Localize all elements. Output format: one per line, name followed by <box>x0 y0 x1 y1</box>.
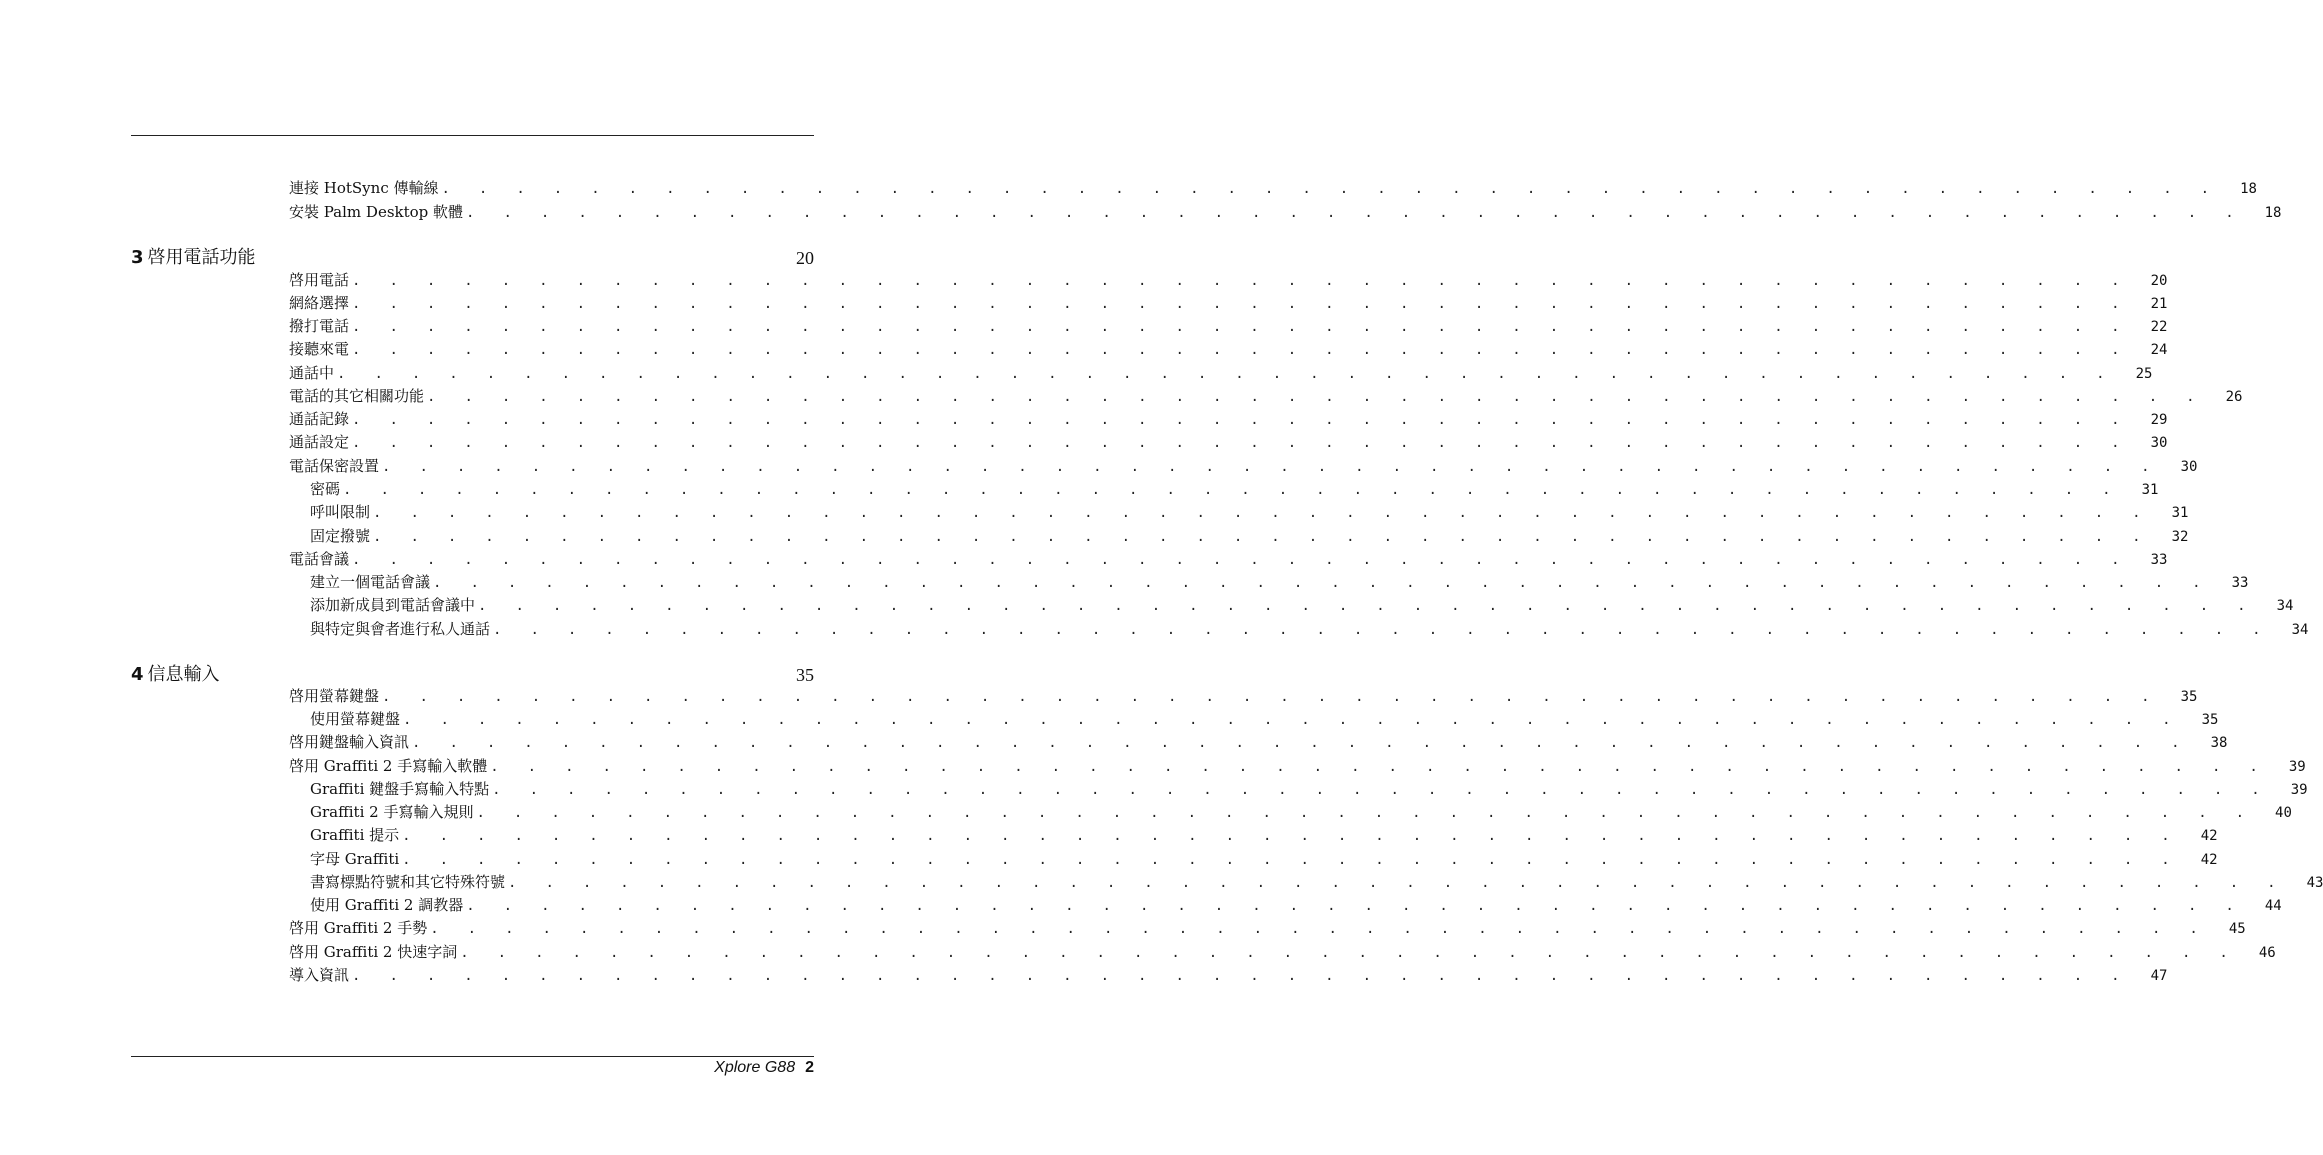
toc-entry-title: Graffiti 提示 <box>310 826 400 844</box>
chapter-number: 4 <box>131 664 144 685</box>
toc-subentry[interactable] <box>310 501 2189 523</box>
toc-entry-title: 通話記錄 <box>289 410 350 428</box>
toc-entry-title: 建立一個電話會議 <box>310 573 431 591</box>
leader-dots: ................................................ <box>508 875 2305 891</box>
toc-entry-page: 32 <box>2171 529 2189 545</box>
toc-entry-title: 安裝 Palm Desktop 軟體 <box>289 203 464 221</box>
toc-subentry[interactable] <box>310 618 2309 640</box>
toc-entry-title: 添加新成員到電話會議中 <box>310 596 476 614</box>
toc-subentry[interactable] <box>310 894 2282 916</box>
toc-subentry[interactable] <box>310 778 2308 800</box>
toc-entry[interactable] <box>289 548 2168 570</box>
leader-dots: ................................................ <box>493 622 2290 638</box>
toc-entry-page: 39 <box>2288 759 2306 775</box>
toc-entry[interactable] <box>289 941 2276 963</box>
leader-dots: ................................................ <box>490 759 2287 775</box>
toc-entry[interactable] <box>289 338 2168 360</box>
leader-dots: ................................................ <box>466 205 2263 221</box>
leader-dots: ................................................ <box>466 898 2263 914</box>
leader-dots: ................................................ <box>382 459 2179 475</box>
leader-dots: ................................................ <box>478 598 2275 614</box>
toc-entry-page: 43 <box>2306 875 2323 891</box>
toc-entry-page: 39 <box>2290 782 2308 798</box>
leader-dots: ................................................ <box>352 412 2149 428</box>
toc-entry-page: 26 <box>2225 389 2243 405</box>
leader-dots: ................................................ <box>476 805 2274 821</box>
toc-entry-page: 35 <box>2180 689 2198 705</box>
toc-entry[interactable] <box>289 408 2168 430</box>
page-footer <box>714 1057 814 1079</box>
toc-subentry[interactable] <box>310 824 2218 846</box>
toc-subentry[interactable] <box>310 871 2323 893</box>
toc-entry-title: Graffiti 鍵盤手寫輸入特點 <box>310 780 490 798</box>
toc-entry-page: 33 <box>2150 552 2168 568</box>
toc-entry[interactable] <box>289 731 2228 753</box>
toc-entry-title: 通話中 <box>289 364 335 382</box>
toc-entry-page: 21 <box>2150 296 2168 312</box>
leader-dots: ................................................ <box>402 828 2199 844</box>
leader-dots: ................................................ <box>403 712 2200 728</box>
leader-dots: ................................................ <box>433 575 2230 591</box>
toc-entry-page: 24 <box>2150 342 2168 358</box>
toc-entry-title: 呼叫限制 <box>310 503 371 521</box>
toc-entry-page: 46 <box>2258 945 2276 961</box>
toc-entry-title: 固定撥號 <box>310 527 371 545</box>
footer-page-number: 2 <box>805 1059 814 1076</box>
toc-entry[interactable] <box>289 177 2257 199</box>
toc-entry-page: 20 <box>2150 273 2168 289</box>
toc-entry-page: 31 <box>2171 505 2189 521</box>
toc-entry-title: 啓用鍵盤輸入資訊 <box>289 733 410 751</box>
toc-entry[interactable] <box>289 362 2153 384</box>
leader-dots: ................................................ <box>402 852 2199 868</box>
toc-entry-page: 40 <box>2275 805 2292 821</box>
toc-subentry[interactable] <box>310 571 2249 593</box>
leader-dots: ................................................ <box>412 735 2209 751</box>
chapter-page: 35 <box>796 665 814 685</box>
toc-entry-title: 啓用 Graffiti 2 手寫輸入軟體 <box>289 757 488 775</box>
toc-entry-page: 38 <box>2210 735 2228 751</box>
leader-dots: ................................................ <box>382 689 2179 705</box>
toc-entry-title: 與特定與會者進行私人通話 <box>310 620 491 638</box>
toc-entry-page: 30 <box>2180 459 2198 475</box>
chapter-3-heading[interactable] <box>131 246 814 270</box>
chapter-4-heading[interactable] <box>131 663 814 687</box>
leader-dots: ................................................ <box>352 968 2149 984</box>
toc-entry-page: 42 <box>2200 828 2218 844</box>
leader-dots: ................................................ <box>352 342 2149 358</box>
toc-entry-title: 通話設定 <box>289 433 350 451</box>
toc-entry-title: 接聽來電 <box>289 340 350 358</box>
toc-entry[interactable] <box>289 292 2168 314</box>
toc-entry-title: 網絡選擇 <box>289 294 350 312</box>
toc-subentry[interactable] <box>310 478 2159 500</box>
leader-dots: ................................................ <box>427 389 2224 405</box>
toc-entry-page: 34 <box>2291 622 2309 638</box>
footer-product-name: Xplore G88 <box>714 1059 796 1076</box>
toc-entry-title: 啓用螢幕鍵盤 <box>289 687 380 705</box>
toc-subentry[interactable] <box>310 708 2219 730</box>
toc-entry[interactable] <box>289 431 2168 453</box>
toc-entry-title: 使用 Graffiti 2 調教器 <box>310 896 464 914</box>
leader-dots: ................................................ <box>441 181 2239 197</box>
toc-entry[interactable] <box>289 455 2198 477</box>
toc-entry-title: 導入資訊 <box>289 966 350 984</box>
leader-dots: ................................................ <box>373 529 2170 545</box>
toc-entry-title: 電話的其它相關功能 <box>289 387 425 405</box>
toc-subentry[interactable] <box>310 594 2294 616</box>
toc-entry-page: 45 <box>2228 921 2246 937</box>
chapter-title: 啓用電話功能 <box>147 247 256 268</box>
toc-entry-page: 25 <box>2135 366 2153 382</box>
toc-entry-page: 34 <box>2276 598 2294 614</box>
footer-rule <box>131 1056 814 1057</box>
toc-entry-title: 電話會議 <box>289 550 350 568</box>
chapter-number: 3 <box>131 247 144 268</box>
toc-subentry[interactable] <box>310 848 2218 870</box>
toc-entry-page: 18 <box>2264 205 2282 221</box>
toc-entry-page: 42 <box>2200 852 2218 868</box>
toc-entry[interactable] <box>289 917 2246 939</box>
toc-entry[interactable] <box>289 964 2168 986</box>
leader-dots: ................................................ <box>352 273 2149 289</box>
toc-entry-title: 使用螢幕鍵盤 <box>310 710 401 728</box>
toc-entry-title: 字母 Graffiti <box>310 850 400 868</box>
toc-entry-page: 33 <box>2231 575 2249 591</box>
toc-entry-page: 22 <box>2150 319 2168 335</box>
toc-entry-page: 47 <box>2150 968 2168 984</box>
leader-dots: ................................................ <box>352 319 2149 335</box>
toc-entry-title: 啓用電話 <box>289 271 350 289</box>
leader-dots: ................................................ <box>337 366 2134 382</box>
leader-dots: ................................................ <box>352 552 2149 568</box>
toc-entry-title: 啓用 Graffiti 2 快速字詞 <box>289 943 458 961</box>
toc-entry-page: 30 <box>2150 435 2168 451</box>
leader-dots: ................................................ <box>492 782 2289 798</box>
leader-dots: ................................................ <box>430 921 2227 937</box>
toc-entry-page: 44 <box>2264 898 2282 914</box>
leader-dots: ................................................ <box>352 296 2149 312</box>
toc-entry[interactable] <box>289 685 2198 707</box>
toc-entry-title: 撥打電話 <box>289 317 350 335</box>
leader-dots: ................................................ <box>373 505 2170 521</box>
toc-entry[interactable] <box>289 269 2168 291</box>
leader-dots: ................................................ <box>352 435 2149 451</box>
toc-subentry[interactable] <box>310 801 2292 823</box>
header-rule <box>131 135 814 136</box>
leader-dots: ................................................ <box>460 945 2257 961</box>
toc-entry[interactable] <box>289 755 2306 777</box>
toc-entry-page: 31 <box>2141 482 2159 498</box>
toc-entry-page: 18 <box>2240 181 2257 197</box>
toc-entry[interactable] <box>289 385 2243 407</box>
leader-dots: ................................................ <box>343 482 2140 498</box>
chapter-page: 20 <box>796 248 814 268</box>
toc-subentry[interactable] <box>310 525 2189 547</box>
toc-entry-title: 書寫標點符號和其它特殊符號 <box>310 873 506 891</box>
toc-entry[interactable] <box>289 315 2168 337</box>
toc-entry-title: Graffiti 2 手寫輸入規則 <box>310 803 474 821</box>
toc-entry-page: 29 <box>2150 412 2168 428</box>
chapter-title: 信息輸入 <box>147 664 220 685</box>
toc-entry-title: 啓用 Graffiti 2 手勢 <box>289 919 428 937</box>
toc-entry-title: 密碼 <box>310 480 341 498</box>
toc-entry-title: 連接 HotSync 傳輸線 <box>289 179 439 197</box>
toc-entry-title: 電話保密設置 <box>289 457 380 475</box>
toc-entry-page: 35 <box>2201 712 2219 728</box>
toc-entry[interactable] <box>289 201 2282 223</box>
